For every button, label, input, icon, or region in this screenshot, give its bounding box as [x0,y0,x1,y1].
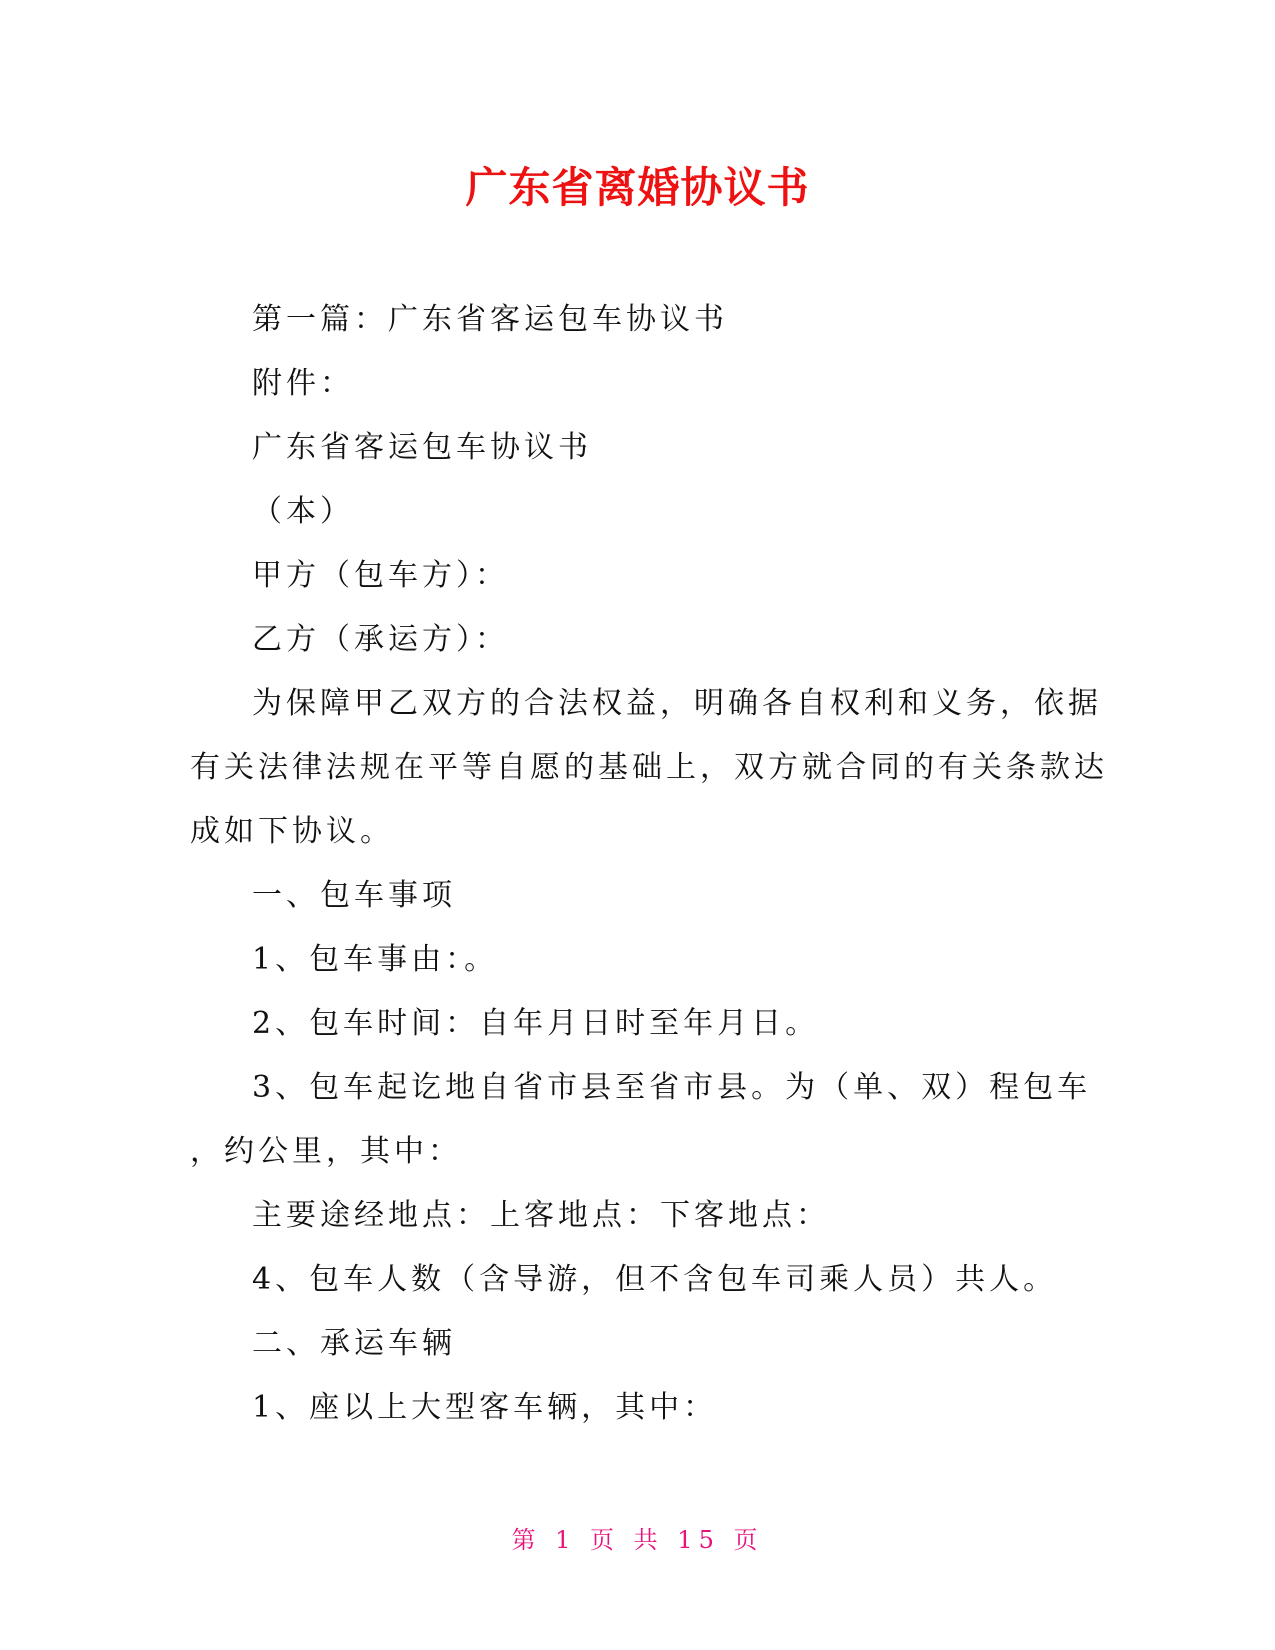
paragraph-line: 有关法律法规在平等自愿的基础上，双方就合同的有关条款达 [190,750,1108,785]
paragraph-line: 成如下协议。 [190,814,394,849]
attachment-label: 附件： [252,366,354,401]
section-heading: 一、包车事项 [252,878,456,913]
document-body [190,288,1108,1440]
party-a-label: 甲方（包车方）： [252,558,509,593]
paragraph-line: 为保障甲乙双方的合法权益，明确各自权利和义务，依据 [252,686,1102,721]
list-item: 2、包车时间：自年月日时至年月日。 [252,1006,820,1041]
list-item: 4、包车人数（含导游，但不含包车司乘人员）共人。 [252,1262,1058,1297]
document-title: 广东省离婚协议书 [465,163,810,212]
party-b-label: 乙方（承运方）： [252,622,509,657]
list-item: 1、包车事由：。 [252,942,499,977]
copy-label: （本） [252,494,354,529]
section-heading: 二、承运车辆 [252,1326,456,1361]
route-line: 主要途经地点：上客地点：下客地点： [252,1198,830,1233]
list-item: 3、包车起讫地自省市县至省市县。为（单、双）程包车 [252,1070,1092,1105]
list-item: 1、座以上大型客车辆，其中： [252,1390,718,1425]
agreement-name: 广东省客运包车协议书 [252,430,592,465]
list-item-continuation: ，约公里，其中： [190,1134,462,1169]
page-number-footer: 第 1 页 共 15 页 [511,1526,764,1554]
chapter-heading: 第一篇：广东省客运包车协议书 [252,302,728,337]
